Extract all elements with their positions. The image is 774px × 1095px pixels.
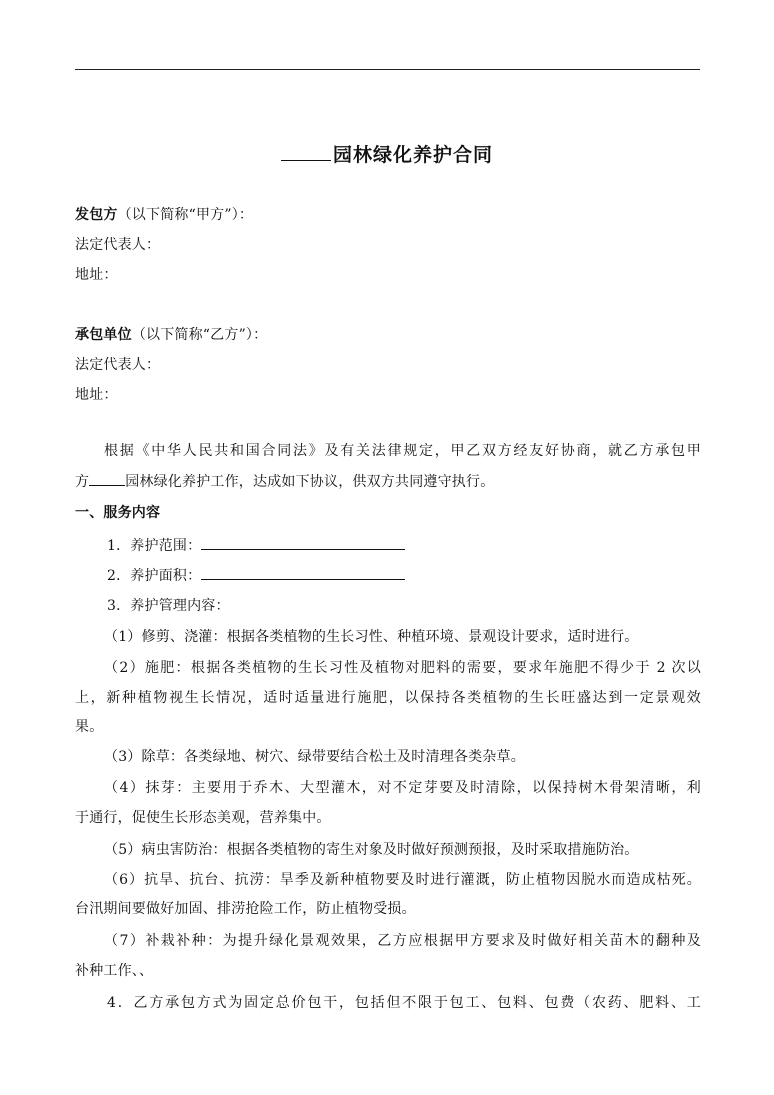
para-7-line-1: （7）补栽补种：为提升绿化景观效果，乙方应根据甲方要求及时做好相关苗木的翻种及 (104, 933, 701, 949)
item-4: 4．乙方承包方式为固定总价包干，包括但不限于包工、包料、包费（农药、肥料、工 (107, 995, 701, 1011)
intro-line-2-prefix: 方 (75, 474, 90, 490)
item-1-blank (201, 535, 405, 550)
party-b-line (75, 325, 701, 345)
party-a-suffix: （以下简称“甲方”）： (117, 207, 254, 223)
para-7-line-2: 补种工作、、 (75, 963, 154, 979)
item-1-label: 1．养护范围： (107, 538, 202, 554)
section-heading: 一、服务内容 (75, 505, 161, 521)
header-rule (75, 69, 700, 70)
para-4-line-2: 于通行，促使生长形态美观，营养集中。 (75, 810, 331, 826)
intro-line-2 (75, 471, 701, 492)
item-1 (107, 535, 701, 556)
intro-line-1: 根据《中华人民共和国合同法》及有关法律规定，甲乙双方经友好协商，就乙方承包甲 (104, 443, 701, 459)
title-blank (281, 160, 331, 161)
para-5: （5）病虫害防治：根据各类植物的寄生对象及时做好预测预报，及时采取措施防治。 (104, 842, 639, 858)
item-2-label: 2．养护面积： (107, 568, 202, 584)
party-b-label: 承包单位 (75, 327, 132, 343)
para-2-line-2: 上，新种植物视生长情况，适时适量进行施肥，以保持各类植物的生长旺盛达到一定景观效 (75, 690, 701, 706)
party-a-label: 发包方 (75, 207, 118, 223)
intro-line-2-text: 园林绿化养护工作，达成如下协议，供双方共同遵守执行。 (125, 474, 495, 490)
party-b-rep: 法定代表人： (75, 357, 161, 373)
item-2 (107, 565, 701, 586)
para-4-line-1: （4）抹芽：主要用于乔木、大型灌木，对不定芽要及时清除，以保持树木骨架清晰，利 (104, 780, 701, 796)
para-6-line-1: （6）抗旱、抗台、抗涝：旱季及新种植物要及时进行灌溉，防止植物因脱水而造成枯死。 (104, 872, 701, 888)
document-title (0, 140, 774, 167)
item-3: 3．养护管理内容： (107, 598, 230, 614)
party-a-addr: 地址： (75, 267, 118, 283)
title-text: 园林绿化养护合同 (332, 144, 493, 166)
para-1: （1）修剪、浇灌：根据各类植物的生长习性、种植环境、景观设计要求，适时进行。 (104, 629, 639, 645)
party-b-suffix: （以下简称“乙方”）： (131, 327, 268, 343)
party-b-addr: 地址： (75, 387, 118, 403)
party-a-line (75, 205, 701, 225)
item-2-blank (201, 565, 405, 580)
party-a-rep: 法定代表人： (75, 237, 161, 253)
para-2-line-1: （2）施肥：根据各类植物的生长习性及植物对肥料的需要，要求年施肥不得少于 2 次以 (104, 660, 701, 676)
blank-underline (89, 471, 125, 486)
para-6-line-2: 台汛期间要做好加固、排涝抢险工作，防止植物受损。 (75, 901, 416, 917)
para-2-line-3: 果。 (75, 719, 104, 735)
para-3: （3）除草：各类绿地、树穴、绿带要结合松土及时清理各类杂草。 (104, 749, 525, 765)
